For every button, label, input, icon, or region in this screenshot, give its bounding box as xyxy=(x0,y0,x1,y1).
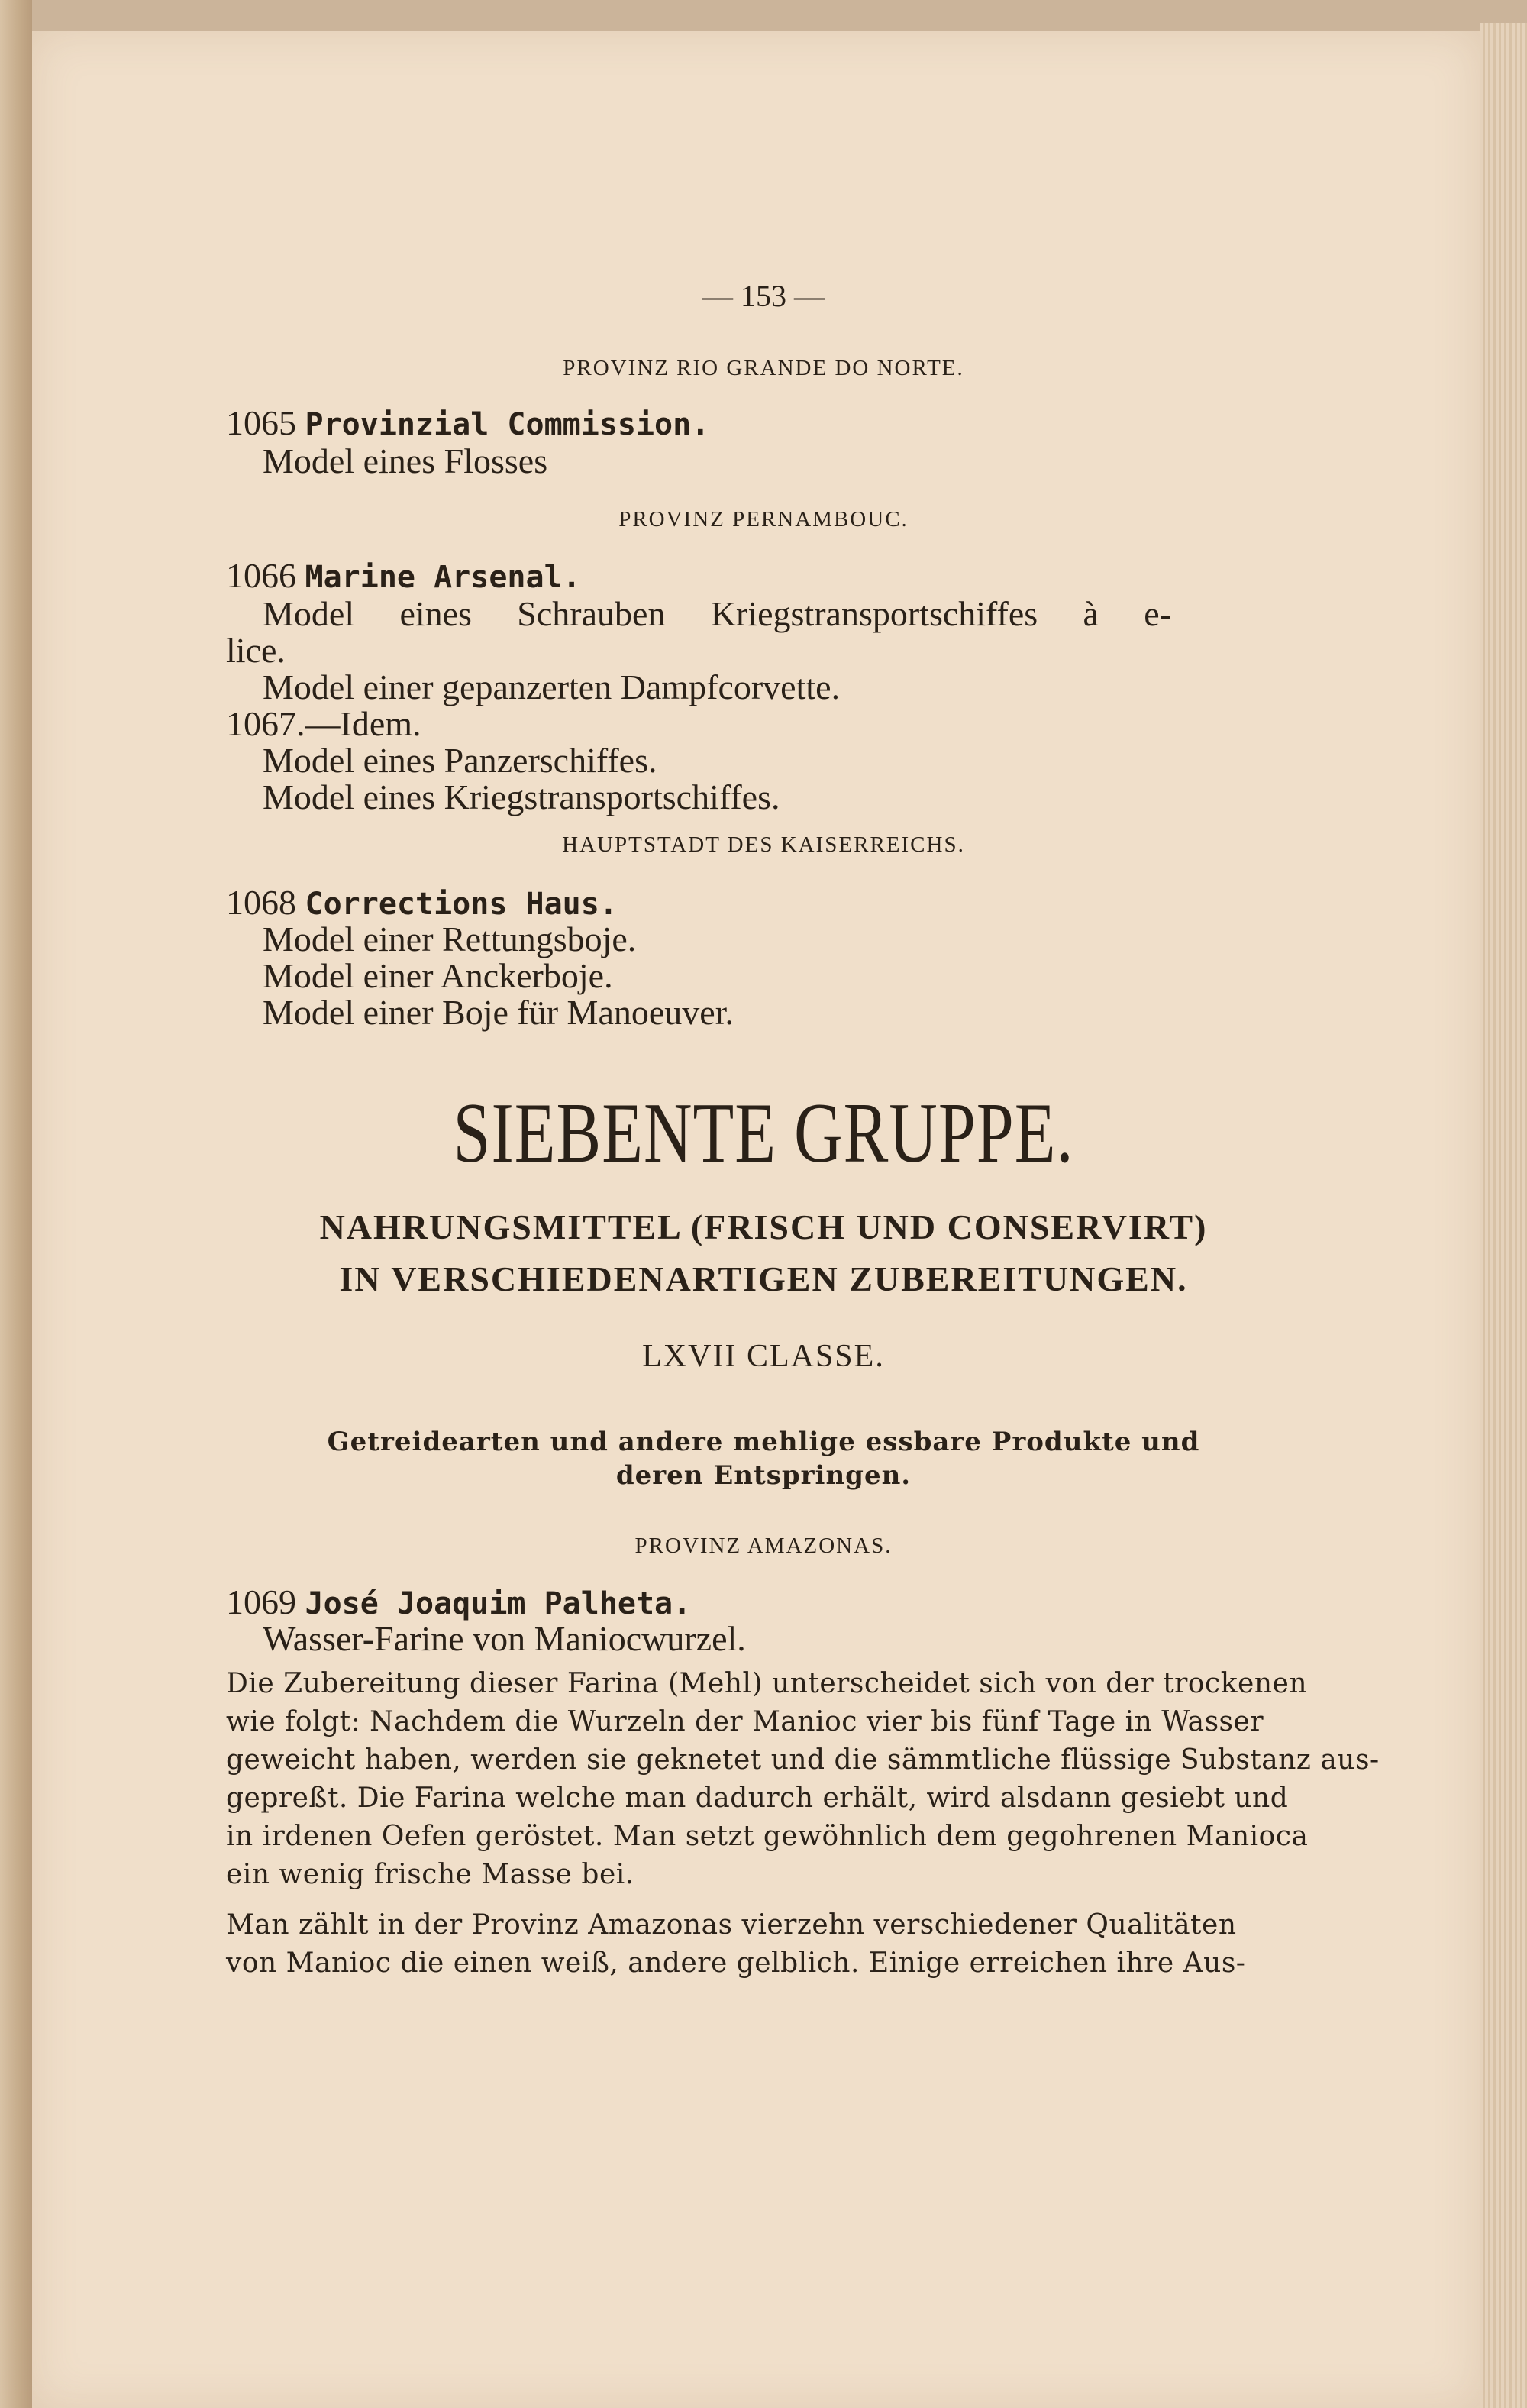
entry-item: Model eines Kriegstransportschiffes. xyxy=(263,777,780,816)
entry-number: 1068 xyxy=(226,883,296,922)
paragraph-line: in irdenen Oefen geröstet. Man setzt gewöhnlich dem gegohrenen Manioca xyxy=(226,1821,1309,1852)
entry-1068 xyxy=(226,884,618,923)
exhibitor-name: Marine Arsenal. xyxy=(305,560,581,595)
exhibitor-name: Corrections Haus. xyxy=(305,887,618,922)
paragraph-line: ein wenig frische Masse bei. xyxy=(226,1859,634,1890)
group-subtitle-line-1: NAHRUNGSMITTEL (FRISCH UND CONSERVIRT) xyxy=(319,1207,1208,1246)
classe-subtitle-line-1: Getreidearten und andere mehlige essbare Produkte und xyxy=(327,1427,1200,1457)
entry-number: 1069 xyxy=(226,1582,296,1621)
entry-item: Model einer Anckerboje. xyxy=(263,956,613,995)
entry-item: Model eines Schrauben Kriegstransportschiffes à e- xyxy=(263,594,1171,633)
group-subtitle-line-2: IN VERSCHIEDENARTIGEN ZUBEREITUNGEN. xyxy=(339,1259,1188,1298)
page-number: — 153 — xyxy=(702,279,825,313)
entry-item: Model eines Flosses xyxy=(263,441,548,480)
paragraph-line: wie folgt: Nachdem die Wurzeln der Manioc vier bis fünf Tage in Wasser xyxy=(226,1706,1264,1737)
classe-title: LXVII CLASSE. xyxy=(642,1339,885,1374)
entry-number: 1065 xyxy=(226,403,296,442)
paragraph-line: von Manioc die einen weiß, andere gelblich. Einige erreichen ihre Aus- xyxy=(226,1947,1246,1979)
entry-1065 xyxy=(226,405,709,443)
entry-number: 1066 xyxy=(226,556,296,595)
section-heading-rio-grande: PROVINZ RIO GRANDE DO NORTE. xyxy=(563,356,964,380)
paragraph-line: gepreßt. Die Farina welche man dadurch erhält, wird alsdann gesiebt und xyxy=(226,1783,1289,1814)
section-heading-amazonas: PROVINZ AMAZONAS. xyxy=(634,1534,893,1558)
entry-1069 xyxy=(226,1584,691,1622)
section-heading-pernambouc: PROVINZ PERNAMBOUC. xyxy=(618,507,909,532)
group-title: SIEBENTE GRUPPE. xyxy=(453,1086,1074,1181)
exhibitor-name: José Joaquim Palheta. xyxy=(305,1586,692,1621)
entry-item: 1067.—Idem. xyxy=(226,704,421,743)
paragraph-line: Man zählt in der Provinz Amazonas vierzehn verschiedener Qualitäten xyxy=(226,1909,1237,1941)
exhibitor-name: Provinzial Commission. xyxy=(305,407,710,442)
entry-item: Model einer Boje für Manoeuver. xyxy=(263,993,734,1032)
entry-item: Model einer gepanzerten Dampfcorvette. xyxy=(263,667,841,706)
entry-item: Model eines Panzerschiffes. xyxy=(263,741,657,780)
section-heading-hauptstadt: HAUPTSTADT DES KAISERREICHS. xyxy=(562,832,965,857)
paragraph-line: Die Zubereitung dieser Farina (Mehl) unterscheidet sich von der trockenen xyxy=(226,1668,1308,1699)
entry-item: Wasser-Farine von Maniocwurzel. xyxy=(263,1619,746,1658)
classe-subtitle-line-2: deren Entspringen. xyxy=(615,1460,912,1491)
entry-1066 xyxy=(226,558,581,596)
paragraph-line: geweicht haben, werden sie geknetet und die sämmtliche flüssige Substanz aus- xyxy=(226,1744,1380,1776)
entry-item: Model einer Rettungsboje. xyxy=(263,920,637,958)
entry-item: lice. xyxy=(226,631,286,670)
